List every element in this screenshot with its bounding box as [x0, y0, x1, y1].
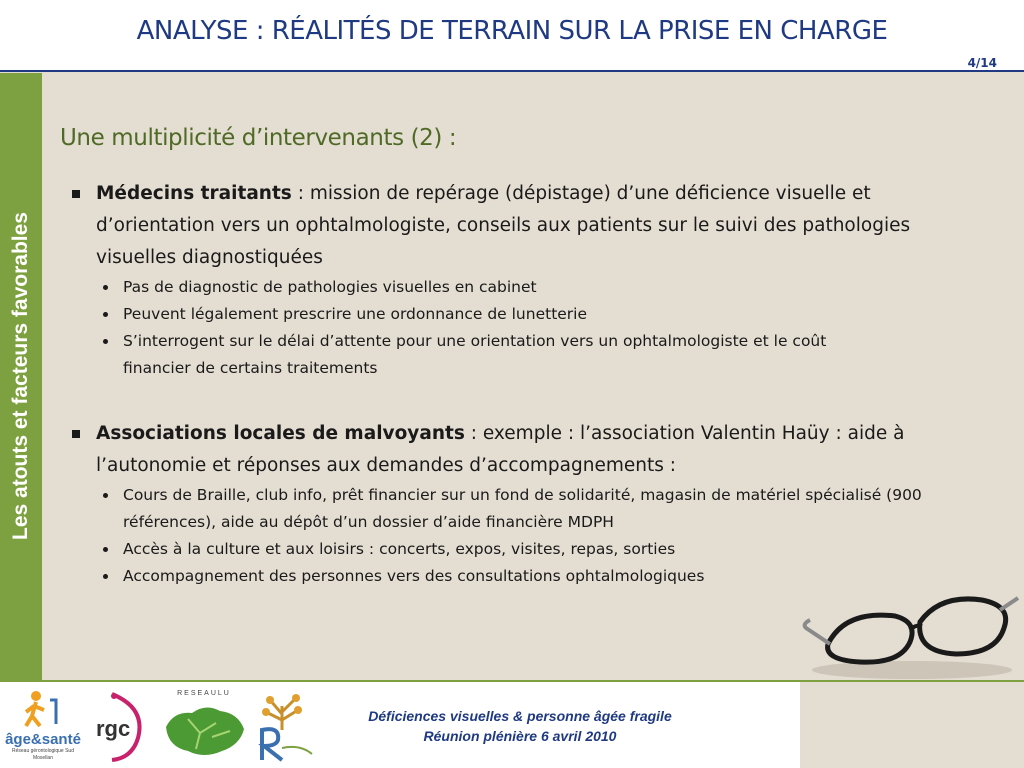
region-map-icon [160, 697, 248, 759]
section-heading: Associations locales de malvoyants [96, 423, 465, 444]
list-item [72, 536, 992, 563]
bullet-icon [103, 312, 108, 317]
slide-header [0, 0, 1024, 72]
bullet-icon [103, 547, 108, 552]
section-heading: Médecins traitants [96, 183, 292, 204]
reseaulu-text: RESEAULU [177, 690, 231, 697]
age-sante-text: âge&santé [5, 731, 81, 748]
section-associations [72, 418, 992, 482]
age-sante-logo [4, 688, 82, 762]
square-bullet-icon [72, 430, 80, 438]
slide-title: ANALYSE : RÉALITÉS DE TERRAIN SUR LA PRISE EN CHARGE [136, 16, 888, 46]
r-network-logo [252, 690, 318, 764]
list-item [72, 301, 992, 328]
bullet-icon [103, 574, 108, 579]
list-item-text: S’interrogent sur le délai d’attente pour une orientation vers un ophtalmologiste et le coût financier de certains traitements [123, 332, 827, 377]
list-item-text: Cours de Braille, club info, prêt financier sur un fond de solidarité, magasin de matériel spécialisé (900 références), aide au dépôt d’un dossier d’aide financière MDPH [123, 486, 922, 531]
title-divider [0, 70, 1024, 72]
slide-content [72, 178, 992, 590]
bullet-icon [103, 493, 108, 498]
bullet-icon [103, 339, 108, 344]
footer-line-1: Déficiences visuelles & personne âgée fragile [368, 708, 672, 724]
rgc-text: rgc [96, 716, 131, 741]
list-item-text: Peuvent légalement prescrire une ordonnance de lunetterie [123, 305, 588, 323]
sub-list [72, 274, 992, 382]
square-bullet-icon [72, 190, 80, 198]
walking-figure-icon [4, 688, 82, 728]
footer-line-2: Réunion plénière 6 avril 2010 [423, 728, 617, 744]
bullet-icon [103, 285, 108, 290]
list-item-text: Accompagnement des personnes vers des consultations ophtalmologiques [123, 567, 705, 585]
age-sante-subtext: Réseau gérontologique Sud Mosellan [12, 748, 74, 761]
list-item-text: Accès à la culture et aux loisirs : concerts, expos, visites, repas, sorties [123, 540, 676, 558]
list-item [72, 274, 992, 301]
page-number: 4/14 [967, 56, 997, 70]
eyeglasses-icon [800, 570, 1024, 680]
list-item [72, 482, 992, 536]
side-band-label: Les atouts et facteurs favorables [9, 212, 32, 540]
section-text: : mission de repérage (dépistage) d’une déficience visuelle et d’orientation vers un ophtalmologiste, conseils aux patients sur le suivi des pathologies visuelles diagnostiquées [96, 183, 911, 268]
list-item [72, 328, 992, 382]
tree-r-icon [252, 690, 318, 764]
footer-corner [800, 682, 1024, 768]
section-text: : exemple : l’association Valentin Haüy : aide à l’autonomie et réponses aux demandes d’accompagnements : [96, 423, 905, 476]
list-item-text: Pas de diagnostic de pathologies visuelles en cabinet [123, 278, 537, 296]
section-subtitle: Une multiplicité d’intervenants (2) : [60, 125, 457, 151]
section-medecins [72, 178, 992, 274]
reseaulu-logo [160, 690, 248, 764]
rgc-logo [92, 688, 154, 764]
